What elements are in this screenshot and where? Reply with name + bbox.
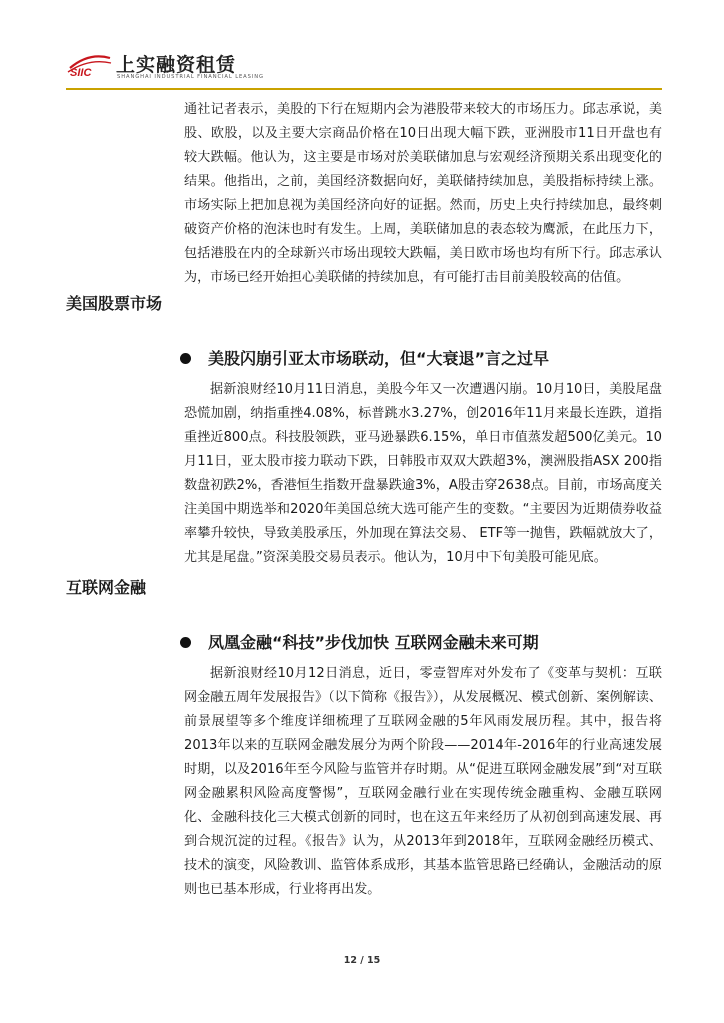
bullet-heading-internet-finance [180,630,660,656]
page-number: 12 / 15 [343,955,381,966]
logo-mark-text: SIIC [70,67,92,78]
section-title-us-stocks: 美国股票市场 [66,294,163,313]
page-header [0,0,724,92]
us-stocks-paragraph: 据新浪财经10月11日消息，美股今年又一次遭遇闪崩。10月10日，美股尾盘恐慌加剧，纳指重挫4.08%，标普跳水3.27%，创2016年11月来最长连跌，道指重挫近800点。科技股领跌，亚马逊暴跌6.15%，单日市值蒸发超500亿美元。10月11日，亚太股市接力联动下跌，日韩股市双双大跌超3%，澳洲股指ASX 200指数盘初跌2%，香港恒生指数开盘暴跌逾3%，A股击穿2638点。目前，市场高度关注美国中期选举和2020年美国总统大选可能产生的变数。“主要因为近期债券收益率攀升较快，导致美股承压，外加现在算法交易、 ETF等一抛售，跌幅就放大了，尤其是尾盘。”资深美股交易员表示。他认为，10月中下旬美股可能见底。 [184,382,662,565]
bullet-dot-icon [180,637,191,648]
siic-logo-icon [66,50,112,78]
bullet-heading-us-stocks [180,346,660,372]
company-name-en: SHANGHAI INDUSTRIAL FINANCIAL LEASING [117,74,264,80]
bullet-dot-icon [180,353,191,364]
section-title-internet-finance: 互联网金融 [66,578,147,597]
bullet-title-us-stocks: 美股闪崩引亚太市场联动，但“大衰退”言之过早 [208,349,550,368]
bullet-title-internet-finance: 凤凰金融“科技”步伐加快 互联网金融未来可期 [208,633,539,652]
header-divider [66,88,662,90]
intro-paragraph: 通社记者表示，美股的下行在短期内会为港股带来较大的市场压力。邱志承说，美股、欧股，以及主要大宗商品价格在10日出现大幅下跌，亚洲股市11日开盘也有较大跌幅。他认为，这主要是市场对於美联储加息与宏观经济预期关系出现变化的结果。他指出，之前，美国经济数据向好，美联储持续加息，美股指标持续上涨。市场实际上把加息视为美国经济向好的证据。然而，历史上央行持续加息，最终刺破资产价格的泡沫也时有发生。上周，美联储加息的表态较为鹰派，在此压力下，包括港股在内的全球新兴市场出现较大跌幅，美日欧市场也均有所下行。邱志承认为，市场已经开始担心美联储的持续加息，有可能打击目前美股较高的估值。 [184,102,662,285]
company-name-cn: 上实融资租赁 [116,54,237,76]
internet-finance-paragraph: 据新浪财经10月12日消息，近日，零壹智库对外发布了《变革与契机：互联网金融五周年发展报告》（以下简称《报告》），从发展概况、模式创新、案例解读、前景展望等多个维度详细梳理了互联网金融的5年风雨发展历程。其中，报告将2013年以来的互联网金融发展分为两个阶段——2014年-2016年的行业高速发展时期，以及2016年至今风险与监管并存时期。从“促进互联网金融发展”到“对互联网金融累积风险高度警惕”，互联网金融行业在实现传统金融重构、金融互联网化、金融科技化三大模式创新的同时，也在这五年来经历了从初创到高速发展、再到合规沉淀的过程。《报告》认为，从2013年到2018年，互联网金融经历模式、技术的演变，风险教训、监管体系成形，其基本监管思路已经确认，金融活动的原则也已基本形成，行业将再出发。 [184,666,662,897]
